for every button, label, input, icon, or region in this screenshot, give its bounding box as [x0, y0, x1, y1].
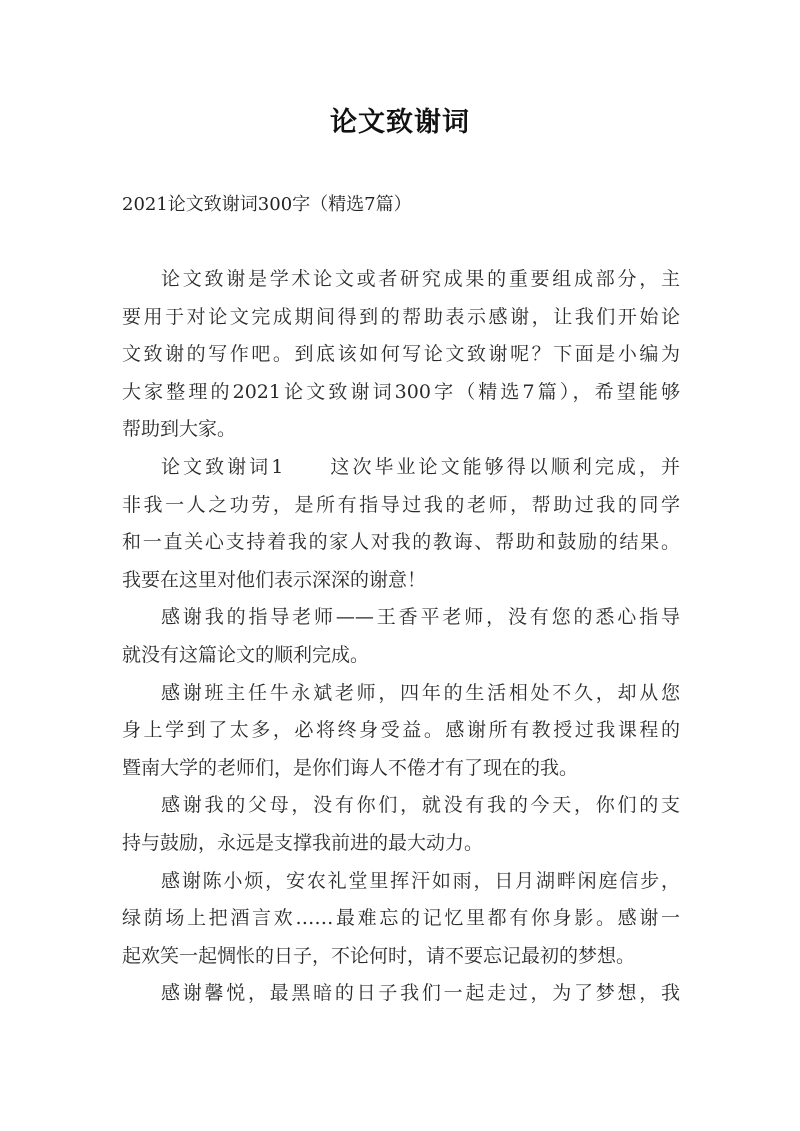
text-line: 感谢陈小烦，安农礼堂里挥汗如雨，日月湖畔闲庭信步，	[161, 869, 680, 892]
text-line: 绿荫场上把酒言欢……最难忘的记忆里都有你身影。感谢一	[122, 907, 680, 930]
text-line: 感谢我的指导老师——王香平老师，没有您的悉心指导	[161, 606, 680, 629]
paragraph	[122, 599, 680, 674]
text-line: 文致谢的写作吧。到底该如何写论文致谢呢？下面是小编为	[122, 343, 680, 366]
text-line: 感谢馨悦，最黑暗的日子我们一起走过，为了梦想，我	[161, 982, 680, 1005]
text-line: 论文致谢是学术论文或者研究成果的重要组成部分，主	[161, 268, 680, 290]
document-body	[122, 261, 680, 1013]
paragraph	[122, 449, 680, 599]
text-line: 持与鼓励，永远是支撑我前进的最大动力。	[122, 831, 484, 854]
document-subtitle: 2021论文致谢词300字（精选7篇）	[122, 194, 412, 215]
paragraph	[122, 787, 680, 862]
text-line: 帮助到大家。	[122, 418, 237, 441]
text-line: 感谢我的父母，没有你们，就没有我的今天，你们的支	[161, 794, 680, 817]
paragraph	[122, 863, 680, 976]
text-line: 非我一人之功劳，是所有指导过我的老师，帮助过我的同学	[122, 493, 680, 516]
text-line: 我要在这里对他们表示深深的谢意！	[122, 568, 427, 591]
text-line: 论文致谢词1 这次毕业论文能够得以顺利完成，并	[161, 455, 680, 478]
text-line: 和一直关心支持着我的家人对我的教诲、帮助和鼓励的结果。	[122, 531, 680, 554]
document-title: 论文致谢词	[330, 107, 470, 138]
text-line: 暨南大学的老师们，是你们诲人不倦才有了现在的我。	[122, 756, 579, 779]
text-line: 感谢班主任牛永斌老师，四年的生活相处不久，却从您	[161, 681, 680, 704]
text-line: 身上学到了太多，必将终身受益。感谢所有教授过我课程的	[122, 719, 680, 742]
paragraph	[122, 675, 680, 788]
text-line: 就没有这篇论文的顺利完成。	[122, 643, 370, 666]
text-line: 大家整理的2021论文致谢词300字（精选7篇），希望能够	[122, 380, 680, 403]
paragraph	[122, 975, 680, 1013]
paragraph	[122, 261, 680, 449]
text-line: 起欢笑一起惆怅的日子，不论何时，请不要忘记最初的梦想。	[122, 944, 636, 967]
text-line: 要用于对论文完成期间得到的帮助表示感谢，让我们开始论	[122, 305, 680, 328]
